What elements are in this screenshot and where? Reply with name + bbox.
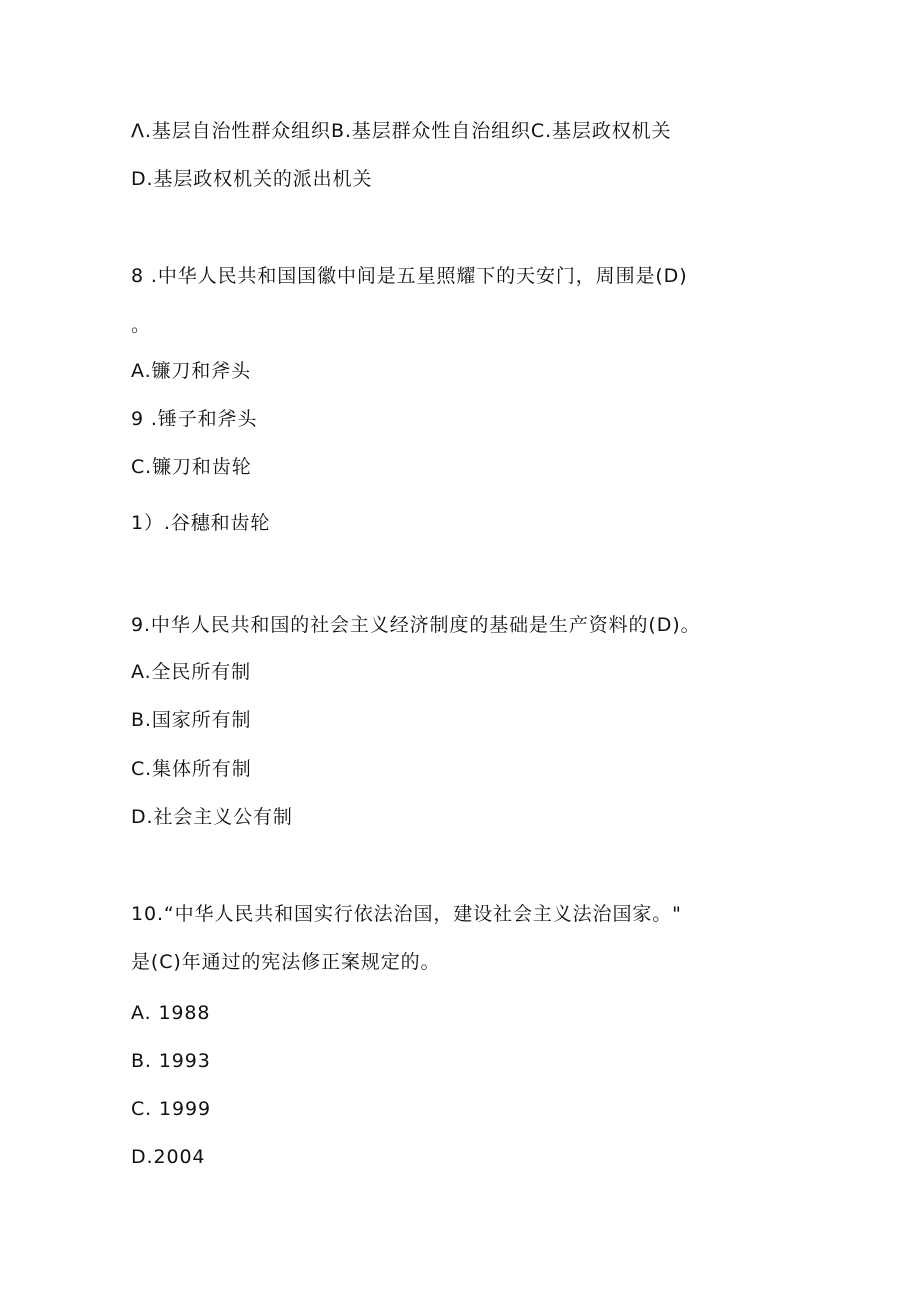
q9-option-b: B.国家所有制 [131,709,252,731]
q10-option-d: D.2004 [131,1146,206,1168]
q9-stem: 9.中华人民共和国的社会主义经济制度的基础是生产资料的(D)。 [131,614,701,636]
q10-option-a: A. 1988 [131,1002,211,1024]
q10-stem-line2: 是(C)年通过的宪法修正案规定的。 [131,951,441,973]
q10-stem-line1: 10.“中华人民共和国实行依法治国，建设社会主义法治国家。" [131,903,682,925]
q8-option-d: 1）.谷穗和齿轮 [131,512,271,534]
q10-option-b: B. 1993 [131,1050,211,1072]
q8-option-a: A.镰刀和斧头 [131,360,252,382]
q9-option-c: C.集体所有制 [131,758,252,780]
q7-option-d: D.基层政权机关的派出机关 [131,168,373,190]
q8-stem: 8 .中华人民共和国国徽中间是五星照耀下的天安门，周围是(D) [131,265,688,287]
q10-option-c: C. 1999 [131,1098,211,1120]
q8-option-b: 9 .锤子和斧头 [131,408,258,430]
q7-options-abc: Λ.基层自治性群众组织B.基层群众性自治组织C.基层政权机关 [131,120,672,142]
q9-option-a: A.全民所有制 [131,661,252,683]
q8-stem-end: 。 [131,314,151,336]
q9-option-d: D.社会主义公有制 [131,806,293,828]
q8-option-c: C.镰刀和齿轮 [131,456,252,478]
